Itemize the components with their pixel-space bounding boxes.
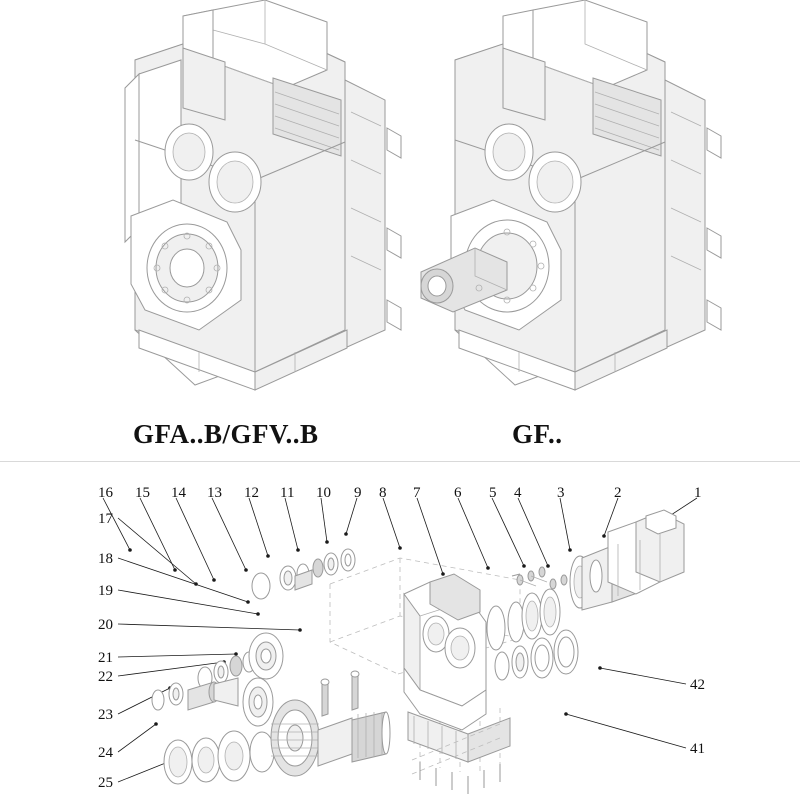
callout-1: 1 (694, 485, 702, 501)
callout-2: 2 (614, 485, 622, 501)
caption-gf: GF.. (512, 419, 563, 449)
callout-23: 23 (98, 707, 113, 723)
callout-18: 18 (98, 551, 113, 567)
callout-19: 19 (98, 583, 113, 599)
callout-3: 3 (557, 485, 565, 501)
callout-7: 7 (413, 485, 421, 501)
callout-13: 13 (207, 485, 222, 501)
exploded-parts-diagram (0, 462, 800, 800)
callout-9: 9 (354, 485, 362, 501)
callout-22: 22 (98, 669, 113, 685)
callout-14: 14 (171, 485, 186, 501)
callout-42: 42 (690, 677, 705, 693)
callout-16: 16 (98, 485, 113, 501)
callout-21: 21 (98, 650, 113, 666)
callout-41: 41 (690, 741, 705, 757)
gf-gear-unit-drawing (405, 0, 725, 400)
callout-6: 6 (454, 485, 462, 501)
callout-15: 15 (135, 485, 150, 501)
callout-10: 10 (316, 485, 331, 501)
exploded-view-svg (0, 462, 800, 800)
callout-12: 12 (244, 485, 259, 501)
callout-17: 17 (98, 511, 113, 527)
callout-5: 5 (489, 485, 497, 501)
callout-4: 4 (514, 485, 522, 501)
callout-11: 11 (280, 485, 295, 501)
callout-25: 25 (98, 775, 113, 791)
gfa-b-gfv-b-gear-unit-drawing (95, 0, 405, 400)
callout-8: 8 (379, 485, 387, 501)
caption-gfa-b-gfv-b: GFA..B/GFV..B (133, 419, 319, 449)
callout-24: 24 (98, 745, 113, 761)
callout-20: 20 (98, 617, 113, 633)
